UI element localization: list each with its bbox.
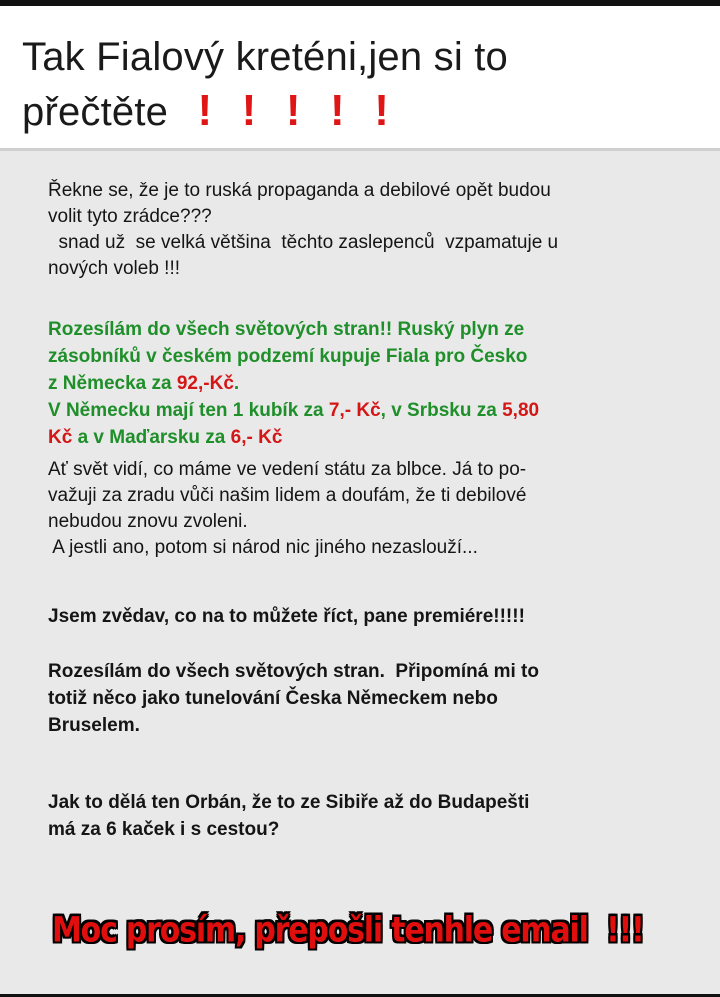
text-line (48, 397, 678, 424)
text-line: Jak to dělá ten Orbán, že to ze Sibiře až do Budapešti (48, 792, 530, 813)
text-line: volit tyto zrádce??? (48, 206, 212, 227)
paragraph-question-premier (48, 604, 678, 630)
text-line: zásobníků v českém podzemí kupuje Fiala pro Česko (48, 346, 528, 367)
text-line: A jestli ano, potom si národ nic jiného nezaslouží... (48, 537, 478, 558)
exclamation-icon: ! (241, 86, 257, 135)
text-line: nových voleb !!! (48, 258, 181, 279)
text-segment: , v Srbsku za (380, 400, 503, 421)
post-title-line2 (22, 84, 702, 139)
post-title-line1: Tak Fialový kreténi,jen si to (22, 35, 508, 79)
paragraph-green-gas (48, 316, 678, 451)
exclamation-icon: ! (197, 86, 213, 135)
price-red: 7,- Kč (328, 400, 381, 421)
text-segment: V Německu mají ten 1 kubík za (48, 400, 329, 421)
text-line (48, 370, 678, 397)
exclamation-icon: ! (330, 86, 345, 135)
price-red: 6,- Kč (230, 427, 283, 448)
price-red: Kč (48, 427, 73, 448)
exclamation-icon: ! (374, 86, 390, 135)
text-segment: . (233, 373, 240, 394)
text-line: Ať svět vidí, co máme ve vedení státu za blbce. Já to po- (48, 459, 527, 480)
paragraph-forward (48, 658, 678, 739)
text-line: Jsem zvědav, co na to můžete říct, pane premiére!!!!! (48, 606, 525, 627)
post-header (0, 6, 720, 146)
text-segment: z Německa za (48, 373, 177, 394)
price-red: 5,80 (502, 400, 540, 421)
paragraph-opinion (48, 457, 678, 561)
price-red: 92,-Kč (176, 373, 234, 394)
text-line: važuji za zradu vůči našim lidem a doufám, že ti debilové (48, 485, 527, 506)
post-title-line2-text: přečtěte (22, 90, 169, 134)
text-line: totiž něco jako tunelování Česka Německem nebo (48, 688, 498, 709)
text-line: Rozesílám do všech světových stran. Připomíná mi to (48, 661, 539, 682)
exclamation-icon: ! (285, 86, 301, 135)
text-line: Rozesílám do všech světových stran!! Ruský plyn ze (48, 319, 525, 340)
paragraph-intro (48, 178, 678, 282)
text-segment: a v Maďarsku za (72, 427, 231, 448)
forward-email-banner: Moc prosím, přepošli tenhle email !!! (52, 910, 644, 951)
text-line: Řekne se, že je to ruská propaganda a debilové opět budou (48, 180, 551, 201)
text-line: snad už se velká většina těchto zaslepenců vzpamatuje u (48, 232, 559, 253)
text-line: nebudou znovu zvoleni. (48, 511, 248, 532)
text-line (48, 424, 678, 451)
text-line: Bruselem. (48, 715, 140, 736)
paragraph-orban (48, 789, 678, 843)
post-title (22, 30, 702, 139)
text-line: má za 6 kaček i s cestou? (48, 819, 280, 840)
